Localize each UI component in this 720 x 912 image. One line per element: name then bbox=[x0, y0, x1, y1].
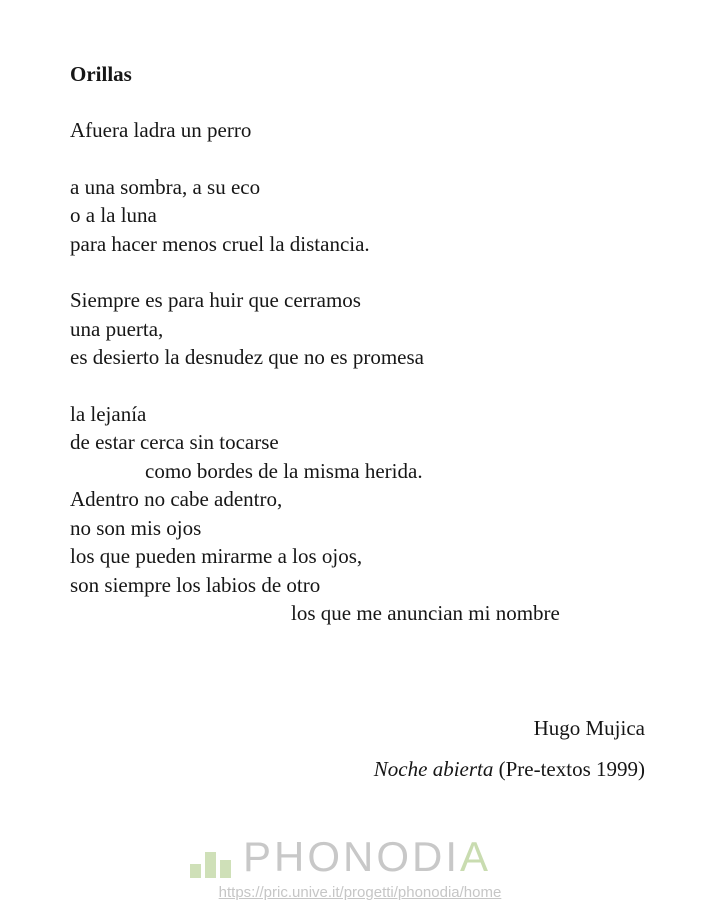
poem-line-indented: como bordes de la misma herida. bbox=[145, 458, 423, 483]
poem-line: es desierto la desnudez que no es promesa bbox=[70, 345, 424, 369]
poem-line-indented: los que me anuncian mi nombre bbox=[291, 601, 560, 625]
source-citation bbox=[374, 757, 645, 782]
poem-line: Siempre es para huir que cerramos bbox=[70, 288, 361, 312]
poem-title: Orillas bbox=[70, 62, 132, 86]
stanza-2 bbox=[70, 173, 670, 259]
poem-line: los que pueden mirarme a los ojos, bbox=[70, 544, 363, 568]
logo-wordmark bbox=[243, 833, 492, 880]
poem-line: para hacer menos cruel la distancia. bbox=[70, 231, 370, 256]
poem-line: la lejanía bbox=[70, 401, 147, 426]
author-name: Hugo Mujica bbox=[533, 716, 645, 740]
logo-text-accent: A bbox=[460, 833, 492, 880]
bar-chart-icon bbox=[190, 840, 231, 878]
poem-body bbox=[70, 116, 670, 628]
poem-line: una puerta, bbox=[70, 316, 164, 341]
stanza-4 bbox=[70, 400, 670, 628]
stanza-3 bbox=[70, 286, 670, 372]
poem-line: Afuera ladra un perro bbox=[70, 118, 252, 142]
publisher-info: (Pre-textos 1999) bbox=[498, 757, 645, 781]
phonodia-logo bbox=[190, 833, 492, 880]
poem-line: de estar cerca sin tocarse bbox=[70, 430, 279, 454]
logo-text-main: PHONODI bbox=[243, 833, 461, 880]
poem-line: a una sombra, a su eco bbox=[70, 174, 261, 199]
stanza-1 bbox=[70, 116, 670, 145]
poem-line: no son mis ojos bbox=[70, 515, 202, 540]
poem-line: son siempre los labios de otro bbox=[70, 572, 321, 597]
poem-line: Adentro no cabe adentro, bbox=[70, 487, 283, 511]
poem-line: o a la luna bbox=[70, 203, 157, 227]
source-link[interactable]: https://pric.unive.it/progetti/phonodia/home bbox=[218, 884, 502, 901]
book-title: Noche abierta bbox=[373, 757, 494, 781]
